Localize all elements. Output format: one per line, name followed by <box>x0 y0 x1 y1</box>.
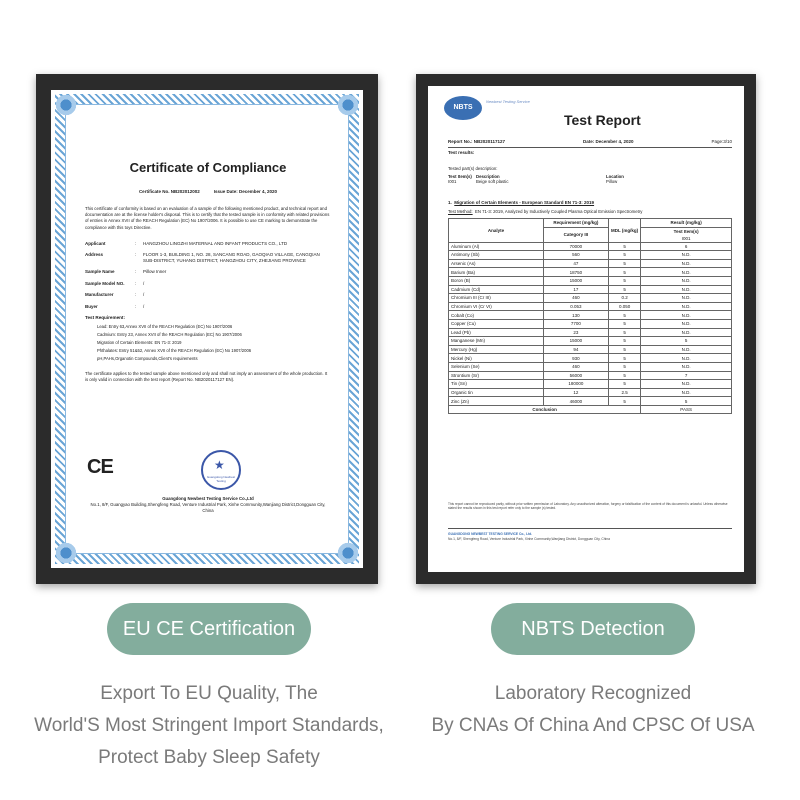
analyte-cell: Boron (B) <box>449 276 544 285</box>
field-value: / <box>143 303 145 309</box>
report-date: December 4, 2020 <box>595 139 634 144</box>
analyte-cell: Antimony (Sb) <box>449 251 544 260</box>
report-footer <box>448 528 732 542</box>
result-cell: N.D. <box>641 251 732 260</box>
mdl-cell: 5 <box>608 337 640 346</box>
footer-address: No.1, 8/F, Shengfeng Road, Venture Industrial Park, Xinhe Community,Wanjiang District, Dongguan City, China <box>448 537 610 541</box>
field-label: Manufacturer <box>85 292 114 298</box>
certificate-frame <box>36 74 378 584</box>
requirement-item: Cadmium: Entry 23, Annex XVII of the REACH Regulation (EC) No 1907/2006 <box>97 332 242 338</box>
result-cell: N.D. <box>641 259 732 268</box>
table-row <box>449 285 732 294</box>
results-table-body <box>449 242 732 405</box>
result-cell: N.D. <box>641 276 732 285</box>
result-cell: N.D. <box>641 345 732 354</box>
report-no-label: Report No.: <box>448 139 473 144</box>
issue-date-label: Issue Date: <box>213 189 238 194</box>
table-row <box>449 388 732 397</box>
mdl-cell: 5 <box>608 328 640 337</box>
table-row <box>449 294 732 303</box>
tested-parts-header-cell: Test Item(s) <box>448 174 472 179</box>
analyte-cell: Strontium (Sr) <box>449 371 544 380</box>
mdl-cell: 5 <box>608 345 640 354</box>
table-row <box>449 242 732 251</box>
test-results-label: Test results: <box>448 150 475 155</box>
field-value: HANGZHOU LINGZHI MATERNAL AND INFANT PRODUCTS CO., LTD <box>143 240 288 246</box>
tested-parts-table <box>448 174 734 184</box>
field-label: Sample Name <box>85 269 115 275</box>
certificate-no-label: Certificate No. <box>138 189 170 194</box>
corner-ornament-icon <box>335 92 361 118</box>
tested-parts-header-cell: Description <box>476 174 500 179</box>
analyte-cell: Cadmium (Cd) <box>449 285 544 294</box>
certificate-field-row <box>85 292 331 298</box>
caption-left <box>8 678 410 774</box>
star-icon: ★ <box>214 458 225 472</box>
mdl-cell: 5 <box>608 285 640 294</box>
test-method <box>448 209 642 214</box>
table-row <box>449 276 732 285</box>
test-method-text: EN 71-3: 2019, Analyzed by Inductively Coupled Plasma Optical Emission Spectrometry <box>475 209 643 214</box>
field-label: Buyer <box>85 303 98 309</box>
table-row <box>449 319 732 328</box>
mdl-cell: 5 <box>608 268 640 277</box>
mdl-cell: 5 <box>608 319 640 328</box>
caption-line: World'S Most Stringent Import Standards, <box>34 715 384 736</box>
certificate-field-row <box>85 269 331 275</box>
table-row <box>449 397 732 406</box>
section-number: 1. <box>448 200 452 205</box>
mdl-cell: 5 <box>608 311 640 320</box>
conclusion-value: PASS <box>641 405 732 414</box>
mdl-header: MDL (mg/kg) <box>608 219 640 243</box>
test-requirement-label: Test Requirement: <box>85 315 125 321</box>
result-cell: N.D. <box>641 362 732 371</box>
tested-parts-cell: Beige soft plastic <box>476 179 509 184</box>
results-table <box>448 218 732 414</box>
issuer-address: No.1, 8/F, Guangyao Building,Shengfeng Road, Venture Industrial Park, Xinhe Community,Wanjiang District,Dongguan City, China <box>90 502 326 513</box>
table-row <box>449 302 732 311</box>
result-cell: N.D. <box>641 328 732 337</box>
result-cell: 5 <box>641 397 732 406</box>
table-row <box>449 259 732 268</box>
certificate-applies-text: The certificate applies to the tested sample above mentioned only and shall not imply an assessment of the whole production. It is only valid in connection with the test report (Report No. NB2020117127 EN). <box>85 371 328 383</box>
table-row <box>449 362 732 371</box>
req-cell: 70000 <box>543 242 608 251</box>
table-row <box>449 354 732 363</box>
analyte-cell: Arsenic (As) <box>449 259 544 268</box>
table-row <box>449 328 732 337</box>
certificate-field-row <box>85 252 331 263</box>
req-cell: 46000 <box>543 397 608 406</box>
req-cell: 130 <box>543 311 608 320</box>
result-cell: 5 <box>641 337 732 346</box>
analyte-cell: Selenium (Se) <box>449 362 544 371</box>
requirement-item: Lead: Entry 63,Annex XVII of the REACH Regulation (EC) No 1907/2006 <box>97 324 233 330</box>
tested-parts-label: Tested part(s) description: <box>448 166 498 171</box>
analyte-cell: Manganese (Mn) <box>449 337 544 346</box>
result-cell: 7 <box>641 371 732 380</box>
req-cell: 0.053 <box>543 302 608 311</box>
section-title: Migration of Certain Elements - European Standard EN 71-3: 2019 <box>454 200 595 205</box>
category-header: Category III <box>543 227 608 242</box>
analyte-cell: Chromium VI (Cr VI) <box>449 302 544 311</box>
certificate-meta <box>85 189 331 194</box>
field-colon: : <box>135 280 137 286</box>
result-cell: N.D. <box>641 319 732 328</box>
analyte-cell: Aluminum (Al) <box>449 242 544 251</box>
requirement-item: pH,PAHs,Organotin Compounds,Client's requirements <box>97 356 198 362</box>
result-cell: N.D. <box>641 302 732 311</box>
eu-ce-certification-badge: EU CE Certification <box>107 603 311 655</box>
mdl-cell: 5 <box>608 242 640 251</box>
analyte-cell: Chromium III (Cr III) <box>449 294 544 303</box>
report-page: Page:3/10 <box>711 139 732 144</box>
req-cell: 12 <box>543 388 608 397</box>
tested-parts-cell: I001 <box>448 179 457 184</box>
mdl-cell: 5 <box>608 371 640 380</box>
result-header: Result (mg/kg) <box>641 219 732 228</box>
report-date-label: Date: <box>582 139 595 144</box>
corner-ornament-icon <box>53 92 79 118</box>
requirement-header: Requirement (mg/kg) <box>543 219 608 228</box>
field-colon: : <box>135 252 137 258</box>
table-row <box>449 380 732 389</box>
certificate-fields <box>85 241 331 310</box>
field-value: Pillow Inner <box>143 269 167 275</box>
certificate-issuer <box>85 496 331 514</box>
test-requirement-list <box>97 323 331 363</box>
test-item-header: Test Item(s) I001 <box>641 227 732 242</box>
requirement-item: Phthalates: Entry 51&52, Annex XVII of the REACH Regulation (EC) No 1907/2006 <box>97 348 252 354</box>
result-cell: N.D. <box>641 268 732 277</box>
nbts-detection-badge: NBTS Detection <box>491 603 695 655</box>
field-colon: : <box>135 303 137 309</box>
analyte-cell: Zinc (Zn) <box>449 397 544 406</box>
certificate-field-row <box>85 304 331 310</box>
analyte-cell: Barium (Ba) <box>449 268 544 277</box>
table-row <box>449 371 732 380</box>
field-value: / <box>143 280 145 286</box>
mdl-cell: 5 <box>608 354 640 363</box>
section-heading <box>448 200 594 205</box>
req-cell: 560 <box>543 251 608 260</box>
req-cell: 17 <box>543 285 608 294</box>
certificate-field-row <box>85 241 331 247</box>
result-cell: N.D. <box>641 285 732 294</box>
field-label: Applicant <box>85 240 106 246</box>
field-value: FLOOR 1-3, BUILDING 1, NO. 28, SANCANG ROAD, GAOQIAO VILLAGE, CANGQIAN SUB-DISTRICT, YUHANG DISTRICT, HANGZHOU CITY, ZHEJIANG PROVINCE <box>143 252 320 263</box>
test-method-label: Test Method: <box>448 209 473 214</box>
nbts-logo: NBTS <box>444 96 482 120</box>
seal-text: Guangdong Newbest Testing <box>206 475 236 483</box>
analyte-cell: Lead (Pb) <box>449 328 544 337</box>
divider <box>448 147 732 148</box>
certificate-content <box>85 120 331 540</box>
req-cell: 930 <box>543 354 608 363</box>
certificate-intro: This certificate of conformity is based on an evaluation of a sample of the following mentioned product, and technical report and documentation are at the license holder's disposal. This is to certify that the tested sample is in conformity with related provisions of entries in Annex XVII of the REACH Regulation (EC) No 1907/2006. It is possible to use CE marking to demonstrate the compliance with this toys Directive. <box>85 206 330 230</box>
test-report-document <box>428 86 744 572</box>
caption-line: By CNAs Of China And CPSC Of USA <box>431 715 755 736</box>
analyte-cell: Mercury (Hg) <box>449 345 544 354</box>
mdl-cell: 0.2 <box>608 294 640 303</box>
analyte-header: Analyte <box>449 219 544 243</box>
corner-ornament-icon <box>53 540 79 566</box>
req-cell: 460 <box>543 294 608 303</box>
req-cell: 56000 <box>543 371 608 380</box>
field-colon: : <box>135 292 137 298</box>
caption-line: Protect Baby Sleep Safety <box>98 747 320 768</box>
result-cell: N.D. <box>641 388 732 397</box>
certificate-title: Certificate of Compliance <box>129 160 287 175</box>
analyte-cell: Organic tin <box>449 388 544 397</box>
analyte-cell: Tin (Sn) <box>449 380 544 389</box>
table-row <box>449 345 732 354</box>
field-value: / <box>143 292 145 298</box>
field-label: Sample Model NO. <box>85 280 125 286</box>
mdl-cell: 2.5 <box>608 388 640 397</box>
issue-date: December 4, 2020 <box>239 189 278 194</box>
field-colon: : <box>135 269 137 275</box>
report-no: NB2020117127 <box>473 139 506 144</box>
result-cell: N.D. <box>641 380 732 389</box>
req-cell: 18750 <box>543 268 608 277</box>
req-cell: 460 <box>543 362 608 371</box>
tested-parts-cell: Pillow <box>606 179 618 184</box>
caption-line: Export To EU Quality, The <box>100 683 318 704</box>
nbts-logo-text: Newbest Testing Service <box>486 99 530 104</box>
req-cell: 15000 <box>543 337 608 346</box>
mdl-cell: 5 <box>608 362 640 371</box>
report-title: Test Report <box>564 112 641 128</box>
certificate-no: NB202012002 <box>170 189 200 194</box>
table-row <box>449 268 732 277</box>
analyte-cell: Cobalt (Co) <box>449 311 544 320</box>
issuer-name: Guangdong Newbest Testing Service Co.,Ltd <box>162 496 254 501</box>
certificate-field-row <box>85 281 331 287</box>
result-cell: N.D. <box>641 294 732 303</box>
test-report-frame <box>416 74 756 584</box>
mdl-cell: 5 <box>608 397 640 406</box>
req-cell: 180000 <box>543 380 608 389</box>
req-cell: 47 <box>543 259 608 268</box>
req-cell: 15000 <box>543 276 608 285</box>
table-row <box>449 337 732 346</box>
req-cell: 7700 <box>543 319 608 328</box>
report-footnote: This report cannot be reproduced partly, without prior written permission of Laboratory. Any unauthorized alteration, forgery or falsification of the content of this document is unlawful. Unless otherwise stated the results shown in this test report refer only to the sample (s) tested. <box>448 502 728 511</box>
req-cell: 94 <box>543 345 608 354</box>
report-meta <box>448 139 732 144</box>
requirement-item: Migration of Certain Elements: EN 71-3: 2019 <box>97 340 182 346</box>
ce-mark-logo: CE <box>87 456 113 478</box>
caption-right <box>412 678 774 742</box>
caption-line: Laboratory Recognized <box>494 683 692 704</box>
footer-logo: GUANGDONG NEWBEST TESTING SERVICE Co., Ltd. <box>448 532 533 536</box>
field-label: Address <box>85 252 104 258</box>
corner-ornament-icon <box>335 540 361 566</box>
certificate-document <box>51 90 363 568</box>
mdl-cell: 5 <box>608 259 640 268</box>
conclusion-label: Conclusion <box>449 405 641 414</box>
mdl-cell: 5 <box>608 380 640 389</box>
result-cell: N.D. <box>641 311 732 320</box>
mdl-cell: 0.050 <box>608 302 640 311</box>
result-cell: 6 <box>641 242 732 251</box>
table-row <box>449 311 732 320</box>
req-cell: 23 <box>543 328 608 337</box>
field-colon: : <box>135 240 137 246</box>
tested-parts-header-cell: Location <box>606 174 624 179</box>
mdl-cell: 5 <box>608 276 640 285</box>
result-cell: N.D. <box>641 354 732 363</box>
mdl-cell: 5 <box>608 251 640 260</box>
analyte-cell: Nickel (Ni) <box>449 354 544 363</box>
tested-parts-row <box>448 179 734 184</box>
analyte-cell: Copper (Cu) <box>449 319 544 328</box>
table-row <box>449 251 732 260</box>
official-seal-stamp <box>201 450 241 490</box>
